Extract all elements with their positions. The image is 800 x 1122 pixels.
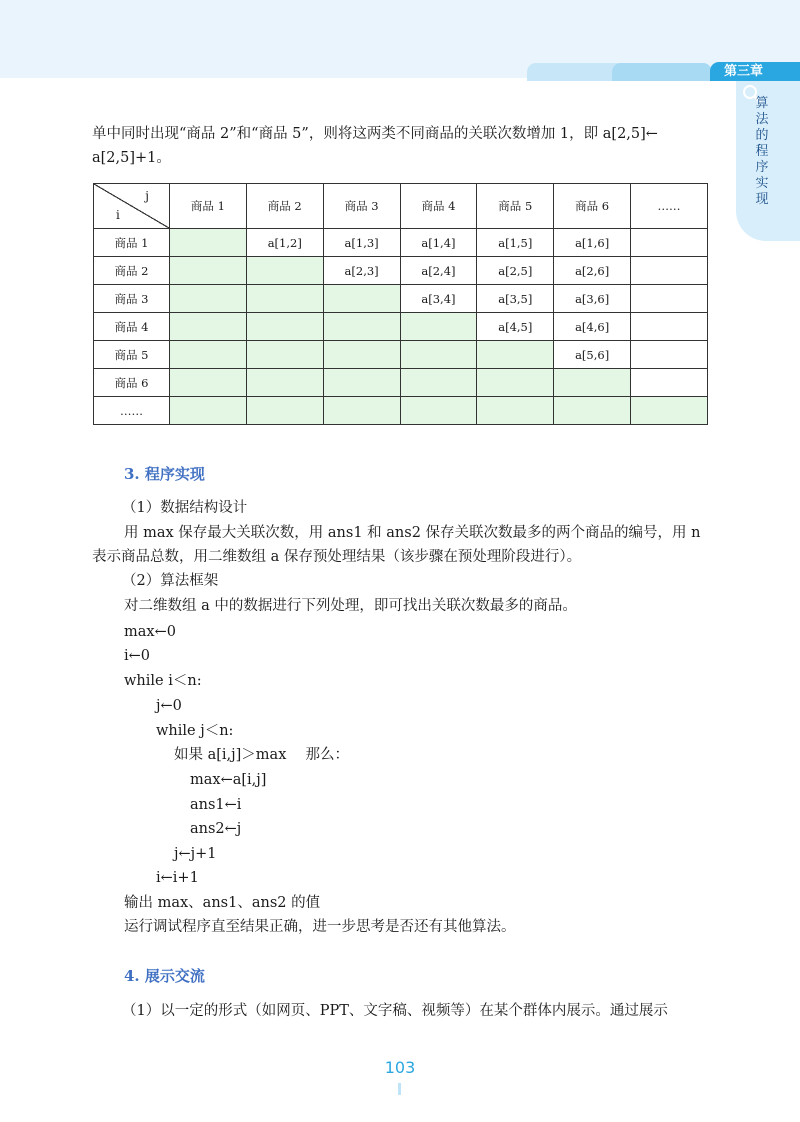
row-label: 商品 2 <box>94 257 170 285</box>
code-line: while j＜n: <box>156 723 234 739</box>
table-cell: a[1,3] <box>323 229 400 257</box>
table-cell <box>631 257 708 285</box>
code-line: i←0 <box>124 648 151 664</box>
table-cell <box>323 369 400 397</box>
association-table <box>93 183 708 425</box>
code-line: j←j+1 <box>174 846 217 862</box>
table-cell <box>170 285 247 313</box>
code-line: j←0 <box>156 698 182 714</box>
code-line: i←i+1 <box>156 870 199 886</box>
table-cell <box>246 397 323 425</box>
table-cell <box>246 341 323 369</box>
table-cell <box>631 285 708 313</box>
column-header: 商品 1 <box>170 184 247 229</box>
table-cell <box>170 313 247 341</box>
table-cell: a[1,6] <box>554 229 631 257</box>
table-cell: a[4,5] <box>477 313 554 341</box>
table-cell <box>170 257 247 285</box>
table-cell: a[2,4] <box>400 257 477 285</box>
table-cell: a[1,2] <box>246 229 323 257</box>
page-number: 103 <box>384 1058 416 1077</box>
table-cell: a[2,3] <box>323 257 400 285</box>
column-header: 商品 5 <box>477 184 554 229</box>
intro-line-2: a[2,5]+1。 <box>92 150 171 166</box>
table-cell <box>170 369 247 397</box>
table-cell <box>246 369 323 397</box>
table-row <box>94 313 708 341</box>
row-label: 商品 6 <box>94 369 170 397</box>
code-line: ans1←i <box>190 797 242 813</box>
table-cell <box>323 285 400 313</box>
table-cell <box>170 397 247 425</box>
table-corner-cell <box>94 184 170 229</box>
corner-j-label: j <box>145 189 149 203</box>
table-cell: a[3,5] <box>477 285 554 313</box>
table-cell <box>400 341 477 369</box>
row-label: …… <box>94 397 170 425</box>
table-cell <box>631 341 708 369</box>
table-header-row <box>94 184 708 229</box>
table-cell <box>246 257 323 285</box>
table-cell <box>477 369 554 397</box>
row-label: 商品 3 <box>94 285 170 313</box>
table-row <box>94 341 708 369</box>
corner-i-label: i <box>116 208 120 222</box>
table-cell <box>170 341 247 369</box>
row-label: 商品 5 <box>94 341 170 369</box>
column-header: 商品 3 <box>323 184 400 229</box>
table-cell <box>631 313 708 341</box>
table-cell: a[3,4] <box>400 285 477 313</box>
subheading-algorithm: （2）算法框架 <box>122 573 219 589</box>
column-header: 商品 2 <box>246 184 323 229</box>
table-cell: a[1,4] <box>400 229 477 257</box>
table-cell <box>631 369 708 397</box>
row-label: 商品 1 <box>94 229 170 257</box>
table-cell <box>170 229 247 257</box>
page-number-tick <box>398 1083 401 1095</box>
table-row <box>94 257 708 285</box>
paragraph-line: 运行调试程序直至结果正确，进一步思考是否还有其他算法。 <box>124 919 516 935</box>
side-section-title: 算法的程序实现 <box>755 96 769 207</box>
table-cell: a[3,6] <box>554 285 631 313</box>
code-line: max←0 <box>124 624 176 640</box>
table-cell <box>246 313 323 341</box>
paragraph-line: 表示商品总数，用二维数组 a 保存预处理结果（该步骤在预处理阶段进行）。 <box>92 549 582 565</box>
table-row <box>94 285 708 313</box>
code-line: ans2←j <box>190 821 242 837</box>
table-cell <box>631 229 708 257</box>
table-row <box>94 229 708 257</box>
table-cell: a[1,5] <box>477 229 554 257</box>
table-cell <box>477 397 554 425</box>
code-line: 输出 max、ans1、ans2 的值 <box>124 895 321 911</box>
table-cell <box>323 313 400 341</box>
header-tab-decor-2 <box>612 63 712 81</box>
chapter-tab: 第三章 <box>710 62 800 81</box>
code-line: 如果 a[i,j]＞max 那么： <box>174 747 349 763</box>
table-cell: a[4,6] <box>554 313 631 341</box>
column-header: 商品 6 <box>554 184 631 229</box>
subheading-data-structure: （1）数据结构设计 <box>122 500 248 516</box>
code-line: while i＜n: <box>124 673 202 689</box>
paragraph-line: 用 max 保存最大关联次数，用 ans1 和 ans2 保存关联次数最多的两个商品的编号，用 n <box>124 525 701 541</box>
table-row <box>94 369 708 397</box>
table-cell <box>323 397 400 425</box>
column-header: …… <box>631 184 708 229</box>
table-row <box>94 397 708 425</box>
table-cell <box>631 397 708 425</box>
section-3-heading: 3. 程序实现 <box>124 465 205 483</box>
table-cell: a[5,6] <box>554 341 631 369</box>
table-cell <box>323 341 400 369</box>
intro-line-1: 单中同时出现“商品 2”和“商品 5”，则将这两类不同商品的关联次数增加 1，即 a[2,5]← <box>92 126 658 142</box>
section-4-heading: 4. 展示交流 <box>124 967 205 985</box>
column-header: 商品 4 <box>400 184 477 229</box>
code-line: max←a[i,j] <box>190 772 267 788</box>
table-cell <box>400 369 477 397</box>
paragraph-line: （1）以一定的形式（如网页、PPT、文字稿、视频等）在某个群体内展示。通过展示 <box>122 1003 668 1019</box>
table-cell <box>400 397 477 425</box>
table-cell <box>400 313 477 341</box>
table-cell: a[2,6] <box>554 257 631 285</box>
table-cell <box>477 341 554 369</box>
table-cell <box>554 369 631 397</box>
table-cell <box>246 285 323 313</box>
table-cell <box>554 397 631 425</box>
paragraph-line: 对二维数组 a 中的数据进行下列处理，即可找出关联次数最多的商品。 <box>124 598 577 614</box>
table-cell: a[2,5] <box>477 257 554 285</box>
row-label: 商品 4 <box>94 313 170 341</box>
